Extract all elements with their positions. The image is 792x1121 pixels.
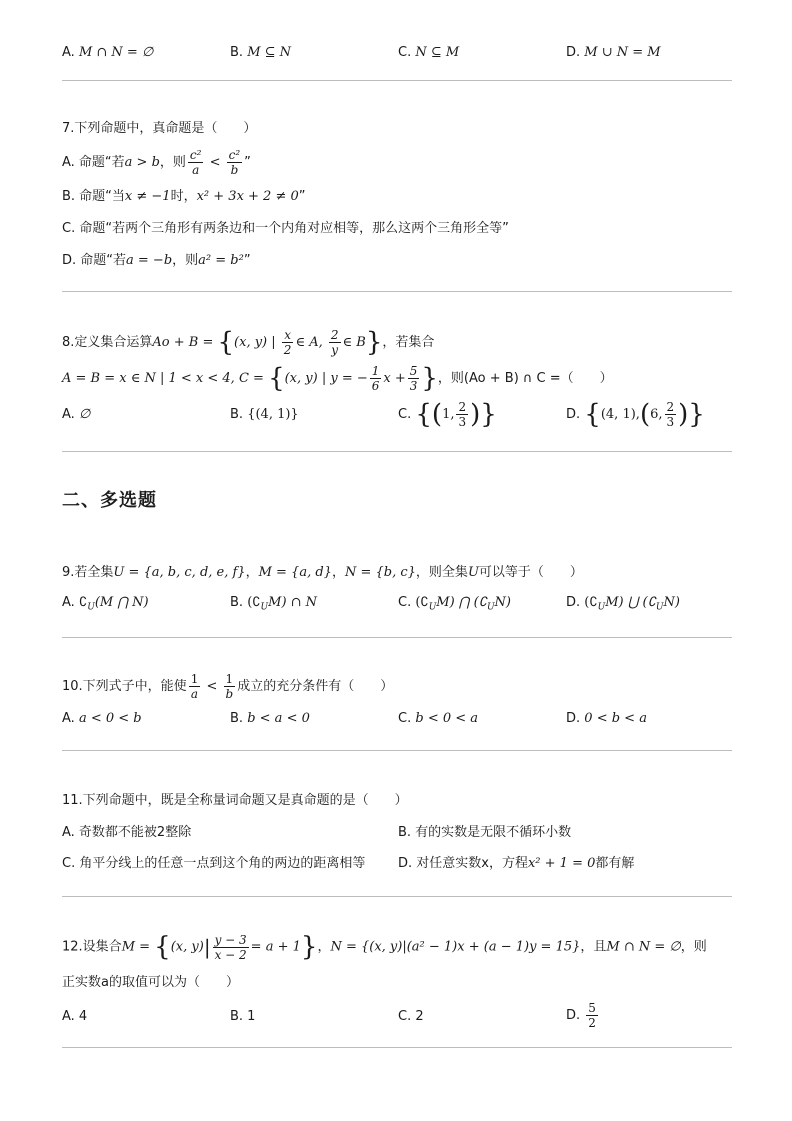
fraction xyxy=(224,672,236,701)
fraction xyxy=(456,400,468,429)
brace: { xyxy=(584,399,601,430)
q12-option-c: C. 2 xyxy=(398,1009,424,1024)
question-text: 12.设集合 xyxy=(62,939,122,955)
numerator: 5 xyxy=(588,1001,596,1015)
option-letter: A. xyxy=(62,407,75,422)
q12-option-d xyxy=(566,998,600,1034)
operator: < xyxy=(209,155,221,170)
question-text: ，则全集 xyxy=(415,565,468,580)
option-formula: b < a < 0 xyxy=(247,711,310,726)
option-text: ” xyxy=(243,253,251,268)
q10-option-b xyxy=(230,710,310,728)
denominator: a xyxy=(190,687,199,701)
option-text: 都有解 xyxy=(595,856,635,871)
brace: { xyxy=(154,932,171,962)
bar: | xyxy=(203,935,211,959)
option-letter: D. xyxy=(566,1008,581,1023)
question-text: 可以等于（ ） xyxy=(478,565,583,580)
numerator: 1 xyxy=(190,672,199,686)
option-formula: a < 0 < b xyxy=(78,711,142,726)
option-letter: B. xyxy=(230,45,244,60)
formula: M ∩ N = ∅ xyxy=(606,939,681,955)
option-letter: A. xyxy=(62,595,75,610)
option-formula: a > b xyxy=(124,155,160,170)
option-text: ” xyxy=(298,189,306,204)
option-text: 时， xyxy=(170,189,197,204)
question-text: 9.若全集 xyxy=(62,565,114,580)
question-text: ，则(Ao + B) ∩ C =（ ） xyxy=(437,371,613,386)
option-formula: ∅ xyxy=(78,407,91,422)
q7-stem: 7.下列命题中，真命题是（ ） xyxy=(62,121,257,136)
q10-option-c xyxy=(398,710,478,728)
q12-option-b: B. 1 xyxy=(230,1009,256,1024)
option-letter: B. xyxy=(230,407,244,422)
formula: 1, xyxy=(442,407,455,422)
option-formula: M) ∩ N xyxy=(268,595,318,610)
question-text: ， xyxy=(331,565,345,580)
q9-stem xyxy=(62,564,583,582)
option-formula: M ⊆ N xyxy=(247,45,292,60)
numerator: 2 xyxy=(458,400,467,414)
option-letter: C. xyxy=(398,45,412,60)
brace: } xyxy=(300,932,318,962)
subscript: U xyxy=(428,602,437,613)
denominator: a xyxy=(192,163,200,177)
formula: A = B = x ∈ N | 1 < x < 4, C = xyxy=(62,371,264,386)
numerator: x xyxy=(282,328,294,343)
option-formula: {(4, 1)} xyxy=(247,407,299,422)
formula: 6, xyxy=(650,407,663,422)
complement-symbol: (∁ xyxy=(584,595,598,610)
formula: U = {a, b, c, d, e, f} xyxy=(113,565,246,580)
divider xyxy=(62,1047,732,1048)
option-formula: M) ⋂ (∁ xyxy=(436,595,487,610)
formula: (4, 1), xyxy=(600,407,640,422)
question-text: 8.定义集合运算 xyxy=(62,335,153,350)
fraction xyxy=(227,148,243,177)
numerator: c² xyxy=(189,148,202,162)
fraction xyxy=(665,400,677,429)
brace: } xyxy=(480,399,497,430)
question-text: ，且 xyxy=(580,939,607,955)
denominator: y xyxy=(331,343,339,357)
denominator: 2 xyxy=(588,1016,596,1030)
brace: { xyxy=(415,399,432,430)
q7-option-d xyxy=(62,252,251,270)
numerator: 5 xyxy=(409,364,418,378)
complement-symbol: (∁ xyxy=(415,595,429,610)
option-letter: A. xyxy=(62,711,75,726)
option-text: ，则 xyxy=(159,155,186,170)
option-formula: a = −b xyxy=(126,253,173,268)
option-letter: C. xyxy=(398,711,412,726)
formula: M = xyxy=(121,939,151,955)
q11-stem: 11.下列命题中，既是全称量词命题又是真命题的是（ ） xyxy=(62,793,408,808)
complement-symbol: (∁ xyxy=(247,595,261,610)
numerator: 2 xyxy=(666,400,675,414)
q8-option-a xyxy=(62,406,90,424)
divider xyxy=(62,451,732,452)
numerator: y − 3 xyxy=(214,932,247,947)
q7-option-c: C. 命题“若两个三角形有两条边和一个内角对应相等，那么这两个三角形全等” xyxy=(62,221,509,236)
formula: M = {a, d} xyxy=(258,565,332,580)
numerator: 1 xyxy=(371,364,380,378)
q8-option-b xyxy=(230,406,299,424)
q12-stem-line2: 正实数a的取值可以为（ ） xyxy=(62,975,239,990)
question-text: ，则 xyxy=(680,939,707,955)
option-formula: N) xyxy=(494,595,511,610)
brace: { xyxy=(217,327,235,358)
numerator: 1 xyxy=(224,672,236,687)
formula: (x, y) | y = − xyxy=(284,371,368,386)
fraction xyxy=(189,672,201,701)
q12-option-a: A. 4 xyxy=(62,1009,88,1024)
option-formula: M ∪ N = M xyxy=(584,45,661,60)
fraction xyxy=(329,328,341,357)
formula: = a + 1 xyxy=(250,939,301,955)
option-text: ，则 xyxy=(172,253,199,268)
divider xyxy=(62,291,732,292)
denominator: b xyxy=(225,687,234,701)
q7-option-b xyxy=(62,188,306,206)
option-formula: x² + 3x + 2 ≠ 0 xyxy=(196,189,299,204)
question-text: ， xyxy=(245,565,259,580)
q8-stem-line2 xyxy=(62,362,613,396)
subscript: U xyxy=(87,602,95,613)
paren: ( xyxy=(431,399,443,430)
q10-option-d xyxy=(566,710,647,728)
q11-option-b: B. 有的实数是无限不循环小数 xyxy=(398,825,572,840)
option-formula: b < 0 < a xyxy=(415,711,479,726)
option-formula: 0 < b < a xyxy=(584,711,647,726)
q8-option-c xyxy=(398,398,497,432)
q9-option-b xyxy=(230,594,317,617)
denominator: b xyxy=(230,163,239,177)
option-formula: x ≠ −1 xyxy=(124,189,171,204)
option-text: B. 命题“当 xyxy=(62,189,125,204)
paren: ) xyxy=(470,399,481,430)
option-formula: M) ⋃ (∁ xyxy=(605,595,656,610)
denominator: 3 xyxy=(409,379,418,393)
q6-option-d xyxy=(566,44,661,62)
numerator: 2 xyxy=(330,328,339,342)
formula: N = {b, c} xyxy=(344,565,416,580)
divider xyxy=(62,750,732,751)
subscript: U xyxy=(260,602,269,613)
divider xyxy=(62,637,732,638)
formula: x + xyxy=(383,371,406,386)
paren: ( xyxy=(639,399,651,430)
option-letter: D. xyxy=(566,407,581,422)
option-letter: D. xyxy=(566,45,581,60)
question-text: ， xyxy=(317,939,331,955)
formula: (x, y) xyxy=(170,939,204,955)
brace: } xyxy=(365,327,383,358)
q11-option-c: C. 角平分线上的任意一点到这个角的两边的距离相等 xyxy=(62,856,366,871)
denominator: x − 2 xyxy=(214,947,247,962)
q8-option-d xyxy=(566,398,705,432)
q12-stem xyxy=(62,930,707,965)
option-formula: (M ⋂ N) xyxy=(94,595,149,610)
option-formula: x² + 1 = 0 xyxy=(527,856,596,871)
q6-option-c xyxy=(398,44,459,62)
paren: ) xyxy=(678,399,689,430)
option-text: ” xyxy=(244,155,251,170)
option-text: A. 命题“若 xyxy=(62,155,125,170)
formula: (x, y) | xyxy=(234,335,276,350)
option-formula: N) xyxy=(663,595,680,610)
option-letter: C. xyxy=(398,595,412,610)
denominator: 2 xyxy=(283,343,292,357)
brace: } xyxy=(688,399,705,430)
fraction xyxy=(586,1001,598,1030)
question-text: ，若集合 xyxy=(382,335,435,350)
numerator: c² xyxy=(228,148,241,162)
option-text: D. 对任意实数x，方程 xyxy=(398,856,528,871)
option-letter: C. xyxy=(398,407,412,422)
subscript: U xyxy=(597,602,606,613)
option-text: D. 命题“若 xyxy=(62,253,127,268)
option-letter: D. xyxy=(566,595,581,610)
q10-option-a xyxy=(62,710,142,728)
option-formula: a² = b² xyxy=(198,253,244,268)
option-formula: N ⊆ M xyxy=(415,45,460,60)
q6-option-b xyxy=(230,44,291,62)
formula: ∈ B xyxy=(342,335,366,350)
fraction xyxy=(408,364,420,393)
fraction xyxy=(213,933,249,962)
divider xyxy=(62,80,732,81)
q8-stem xyxy=(62,326,434,360)
option-formula: M ∩ N = ∅ xyxy=(78,45,154,60)
question-text: 成立的充分条件有（ ） xyxy=(237,679,394,694)
section-title: 二、多选题 xyxy=(62,490,157,511)
q7-option-a xyxy=(62,146,251,180)
denominator: 3 xyxy=(458,415,467,429)
fraction xyxy=(282,328,294,357)
formula: N = {(x, y)|(a² − 1)x + (a − 1)y = 15} xyxy=(330,939,581,955)
q6-option-a xyxy=(62,44,153,62)
subscript: U xyxy=(655,602,664,613)
denominator: 6 xyxy=(371,379,380,393)
q11-option-d xyxy=(398,855,634,873)
complement-symbol: ∁ xyxy=(78,595,88,610)
divider xyxy=(62,896,732,897)
brace: } xyxy=(421,363,438,394)
fraction xyxy=(370,364,382,393)
subscript: U xyxy=(486,602,495,613)
question-text: 10.下列式子中，能使 xyxy=(62,679,187,694)
q9-option-a xyxy=(62,594,149,617)
formula: ∈ A, xyxy=(295,335,323,350)
fraction xyxy=(188,148,204,177)
denominator: 3 xyxy=(666,415,675,429)
option-letter: A. xyxy=(62,45,75,60)
q9-option-d xyxy=(566,594,680,617)
operator: < xyxy=(206,679,218,694)
q10-stem xyxy=(62,670,393,704)
q11-option-a: A. 奇数都不能被2整除 xyxy=(62,825,192,840)
formula: U xyxy=(467,565,479,580)
q9-option-c xyxy=(398,594,511,617)
option-letter: B. xyxy=(230,711,244,726)
brace: { xyxy=(268,363,285,394)
option-letter: D. xyxy=(566,711,581,726)
option-letter: B. xyxy=(230,595,244,610)
formula: Ao + B = xyxy=(152,335,214,350)
